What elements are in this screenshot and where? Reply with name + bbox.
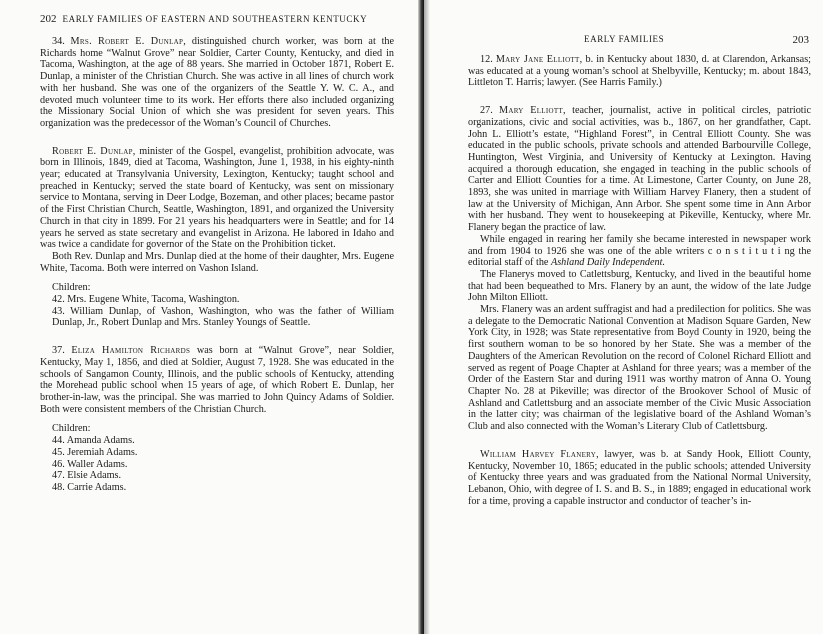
left-running-title: EARLY FAMILIES OF EASTERN AND SOUTHEASTERN KENTUCKY — [62, 14, 368, 24]
moved-paragraph: The Flanerys moved to Catlettsburg, Kentucky, and lived in the beautiful home that had been bequeathed to Mrs. Flanery by an aunt, the widow of the late Judge John Milton Elliott. — [468, 268, 811, 304]
children-list-2 — [40, 435, 394, 494]
children-label-2: Children: — [52, 423, 91, 435]
entry-34 — [40, 36, 394, 130]
right-page — [424, 0, 823, 634]
entry-37-name: Eliza Hamilton Richards — [71, 345, 191, 357]
entry-27-number: 27. — [480, 105, 493, 117]
entry-34-number: 34. — [52, 36, 65, 47]
newspaper-title: Ashland Daily Independent. — [550, 257, 666, 269]
children-list-1 — [40, 294, 394, 329]
list-item: 44. Amanda Adams. — [52, 435, 135, 447]
page-shadow — [424, 0, 430, 634]
flanery-entry — [468, 449, 811, 508]
entry-27-name: Mary Elliott, — [499, 105, 566, 117]
left-running-head — [40, 13, 367, 25]
robert-dunlap-entry — [40, 146, 394, 251]
right-running-head — [584, 34, 809, 44]
entry-27-text: teacher, journalist, active in political circles, patriotic organizations, civic and social activities, was b., 1867, on her grandfather, Capt. John L. Elliott’s estate, “Highland Forest”, in Central Elliott County. She was educated in the public schools, private schools and attended Barbourville College, Huntington, West Virginia, and University of Kentucky at Lexington. Having acquired a thorough education, she engaged in teaching in the public schools of Carter and Elliott Counties for a time. At Limestone, Carter County, on June 28, 1893, she was united in marriage with William Harvey Flanery, then a student of law at the University of Michigan, Ann Arbor. She spent some time in Ann Arbor with her husband. They went to housekeeping at Pikeville, Kentucky, where Mr. Flanery began the practice of law. — [468, 105, 811, 234]
list-item: 48. Carrie Adams. — [52, 481, 127, 493]
list-item: 45. Jeremiah Adams. — [52, 446, 138, 458]
flanery-text: lawyer, was b. at Sandy Hook, Elliott County, Kentucky, November 10, 1865; educated in the public schools; attended University of Kentucky three years and was graduated from the National Normal University, Lebanon, Ohio, with degree of I. S. and B. S., in 1889; engaged in educational work for a time, proving a capable instructor and conductor of teacher’s in- — [468, 448, 811, 507]
right-page-number: 203 — [792, 34, 809, 46]
entry-34-text: distinguished church worker, was born at the Richards home “Walnut Grove” near Soldier, Carter County, Kentucky, and died in Tacoma, Washington, at the age of 88 years. She married in October 1871, Robert E. Dunlap, a minister of the Christian Church. She was active in all lines of church work with her husband. She was one of the organizers of the Seattle Y. W. C. A., and devoted much volunteer time to its work. Her efforts there also included organizing the Missionary Social Union of which she was president for seven years. This organization was the predecessor of the Woman’s Council of Churches. — [40, 36, 395, 129]
suffragist-paragraph: Mrs. Flanery was an ardent suffragist and had a predilection for politics. She was a delegate to the Democratic National Convention at Madison Square Garden, New York City, in 1928; was State representative from Boyd County in 1920, being the first southern woman to be so honored by her State. She was a member of the Daughters of the American Revolution on the record of Colonel Richard Elliott and served as regent of Poage Chapter at Ashland for three years; was a member of the Order of the Eastern Star and during 1911 was worthy matron of Anna O. Young Chapter No. 28 at Pikeville; was director of the Brookover School of Music of Ashland and Catlettsburg and an associate member of the Civic Music Association in the latter city; was chairman of the legislative board of the Ashland Woman’s Club and also connected with the Woman’s Literary Club of Catlettsburg. — [468, 304, 811, 433]
entry-12-name: Mary Jane Elliott, — [495, 54, 583, 65]
rearing-text: While engaged in rearing her family she became interested in newspaper work and from 1904 to 1926 she was one of the able writers c o n s t i t u t i ng the editorial staff of the — [468, 233, 811, 269]
flanery-name: William Harvey Flanery, — [480, 448, 599, 460]
list-item: 42. Mrs. Eugene White, Tacoma, Washington. — [52, 294, 240, 306]
list-item: 46. Waller Adams. — [52, 458, 128, 470]
entry-37-text: was born at “Walnut Grove”, near Soldier, Kentucky, May 1, 1856, and died at Soldier, August 7, 1928. She was educated in the schools of Sangamon County, Illinois, and the public schools of Kentucky, attending the Morehead public school when 15 years of age, of which Robert E. Dunlap, her brother-in-law, was the principal. She was married to John Quincy Adams of Soldier. Both were consistent members of the Christian Church. — [40, 345, 395, 415]
list-item: 47. Elsie Adams. — [52, 470, 122, 482]
left-page-number: 202 — [40, 13, 57, 25]
both-died-paragraph: Both Rev. Dunlap and Mrs. Dunlap died at the home of their daughter, Mrs. Eugene White, Tacoma. Both were interred on Vashon Island. — [40, 250, 394, 274]
rearing-paragraph — [468, 234, 811, 269]
robert-dunlap-name: Robert E. Dunlap, — [52, 145, 136, 157]
entry-27 — [468, 105, 811, 234]
robert-dunlap-text: minister of the Gospel, evangelist, prohibition advocate, was born in Illinois, 1849, died at Tacoma, Washington, June 1, 1938, in his eighty-ninth year; educated at Transylvania University, Lexington, Kentucky; taught school and preached in Kentucky; served the state board of Kentucky, was sent on missionary service to Montana, serving in Deer Lodge, Bozeman, and other places; became pastor of the First Christian Church, Seattle, Washington, 1891, and organized the University Church in that city in 1899. For 21 years his headquarters were in Seattle; and for 14 years he served as state secretary and evangelist in Arizona. He labored in Idaho and was twice a candidate for governor of the State on the Prohibition ticket. — [40, 145, 395, 251]
entry-37-number: 37. — [52, 345, 65, 357]
right-text-column — [468, 54, 811, 507]
children-label-1: Children: — [52, 282, 91, 294]
list-item: 43. William Dunlap, of Vashon, Washington, who was the father of William Dunlap, Jr., Robert Dunlap and Mrs. Stanley Youngs of Seattle. — [52, 305, 394, 329]
entry-12-text: b. in Kentucky about 1830, d. at Clarendon, Arkansas; was educated at a young woman’s school at Shelbyville, Kentucky; m. about 1843, Littleton T. Harris; lawyer. (See Harris Family.) — [468, 54, 811, 89]
entry-34-name: Mrs. Robert E. Dunlap, — [70, 36, 187, 47]
entry-37 — [40, 345, 394, 415]
left-text-column — [40, 36, 394, 494]
right-running-title: EARLY FAMILIES — [584, 34, 665, 44]
entry-12-number: 12. — [480, 54, 493, 65]
entry-12 — [468, 54, 811, 89]
